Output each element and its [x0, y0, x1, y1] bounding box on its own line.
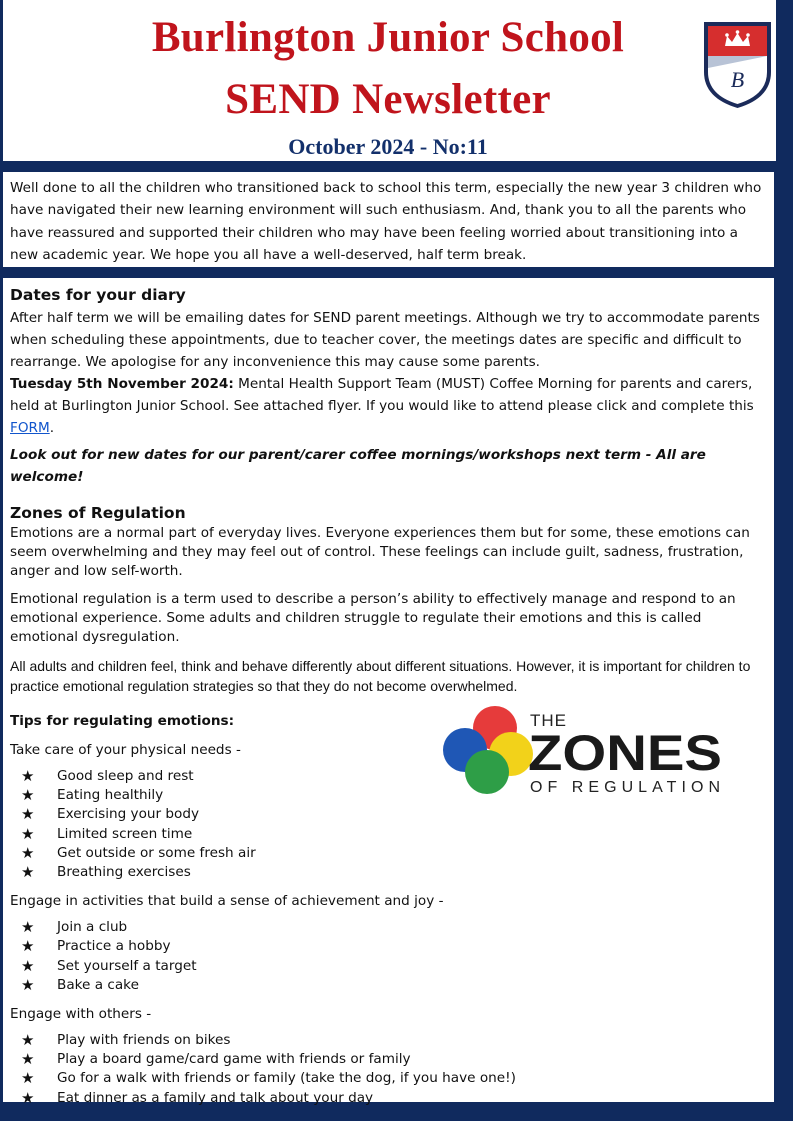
diary-paragraph: After half term we will be emailing dates for SEND parent meetings. Although we try to accommodate parents when scheduling these appointments, due to teacher cover, the meetings dates are specific and difficult to rearrange. We apologise for any inconvenience this may cause some parents. [10, 310, 760, 370]
event-text: Mental Health Support Team (MUST) Coffee Morning for parents and carers, held at Burlington Junior School. See attached flyer. If you would like to attend please click and complete this [10, 376, 754, 414]
intro-text: Well done to all the children who transitioned back to school this term, especially the new year 3 children who have navigated their new learning environment will such enthusiasm. And, thank you to all the parents who have reassured and supported their children who may have been feeling worried about transitioning into a new academic year. We hope you all have a well-deserved, half term break. [10, 180, 762, 263]
logo-the: THE [530, 711, 567, 730]
main-section [3, 278, 774, 1107]
star-bullet-icon: ★ [21, 1088, 35, 1107]
list-item: ★ Play with friends on bikes [21, 1031, 231, 1050]
star-bullet-icon: ★ [21, 805, 35, 824]
school-crest-logo [701, 16, 775, 112]
star-bullet-icon: ★ [21, 843, 35, 862]
star-bullet-icon: ★ [21, 767, 35, 785]
logo-of-regulation: OF REGULATION [530, 779, 720, 794]
list-item: ★ Go for a walk with friends or family (take the dog, if you have one!) [21, 1069, 516, 1088]
list-engage-others [10, 1031, 768, 1108]
school-name: Burlington Junior School [151, 14, 625, 61]
issue-date: October 2024 - No:11 [288, 134, 488, 159]
star-bullet-icon: ★ [21, 956, 35, 975]
list-achievement [10, 918, 768, 995]
list-item: ★ Bake a cake [21, 975, 139, 994]
group-intro-achievement: Engage in activities that build a sense of achievement and joy - [10, 893, 444, 910]
list-item: ★ Join a club [21, 918, 128, 937]
group-intro-others: Engage with others - [10, 1006, 152, 1023]
list-item: ★ Play a board game/card game with friends or family [21, 1050, 411, 1069]
list-item: ★ Practice a hobby [21, 937, 171, 956]
star-bullet-icon: ★ [21, 937, 35, 956]
zones-paragraph-1: Emotions are a normal part of everyday lives. Everyone experiences them but for some, these emotions can seem overwhelming and they may feel out of control. These feelings can include guilt, sadness, frustration, anger and low self-worth. [10, 525, 750, 579]
list-item: ★ Eating healthily [21, 786, 164, 805]
star-bullet-icon: ★ [21, 1031, 35, 1050]
zones-paragraph-2: Emotional regulation is a term used to describe a person’s ability to effectively manage and respond to an emotional experience. Some adults and children struggle to regulate their emotions and this is called emotional dysregulation. [10, 591, 736, 645]
list-item: ★ Get outside or some fresh air [21, 843, 256, 862]
intro-section [3, 172, 774, 267]
star-bullet-icon: ★ [21, 918, 35, 937]
event-date: Tuesday 5th November 2024: [10, 376, 234, 392]
coffee-morning-note: Look out for new dates for our parent/carer coffee mornings/workshops next term - All are welcome! [10, 447, 706, 485]
newsletter-title: SEND Newsletter [225, 76, 551, 123]
diary-heading: Dates for your diary [10, 286, 186, 304]
zones-paragraph-3: All adults and children feel, think and behave differently about different situations. However, it is important for children to practice emotional regulation strategies so that they do not become overwhelmed. [10, 658, 751, 694]
zones-heading: Zones of Regulation [10, 504, 186, 522]
newsletter-header [3, 0, 776, 161]
list-item: ★ Eat dinner as a family and talk about your day [21, 1088, 374, 1107]
star-bullet-icon: ★ [21, 975, 35, 994]
list-item: ★ Limited screen time [21, 824, 193, 843]
star-bullet-icon: ★ [21, 863, 35, 882]
event-paragraph [10, 373, 768, 439]
list-item: ★ Good sleep and rest [21, 767, 194, 785]
form-link[interactable]: FORM [10, 420, 50, 436]
list-item: ★ Exercising your body [21, 805, 200, 824]
star-bullet-icon: ★ [21, 1050, 35, 1069]
star-bullet-icon: ★ [21, 824, 35, 843]
event-end: . [49, 420, 55, 436]
group-intro-physical: Take care of your physical needs - [10, 742, 241, 758]
tips-heading: Tips for regulating emotions: [10, 713, 235, 729]
zones-of-regulation-logo [435, 698, 725, 794]
list-item: ★ Breathing exercises [21, 863, 191, 882]
star-bullet-icon: ★ [21, 1069, 35, 1088]
crest-letter: B [730, 67, 745, 92]
list-item: ★ Set yourself a target [21, 956, 197, 975]
star-bullet-icon: ★ [21, 786, 35, 805]
logo-zones: ZONES [528, 725, 722, 781]
